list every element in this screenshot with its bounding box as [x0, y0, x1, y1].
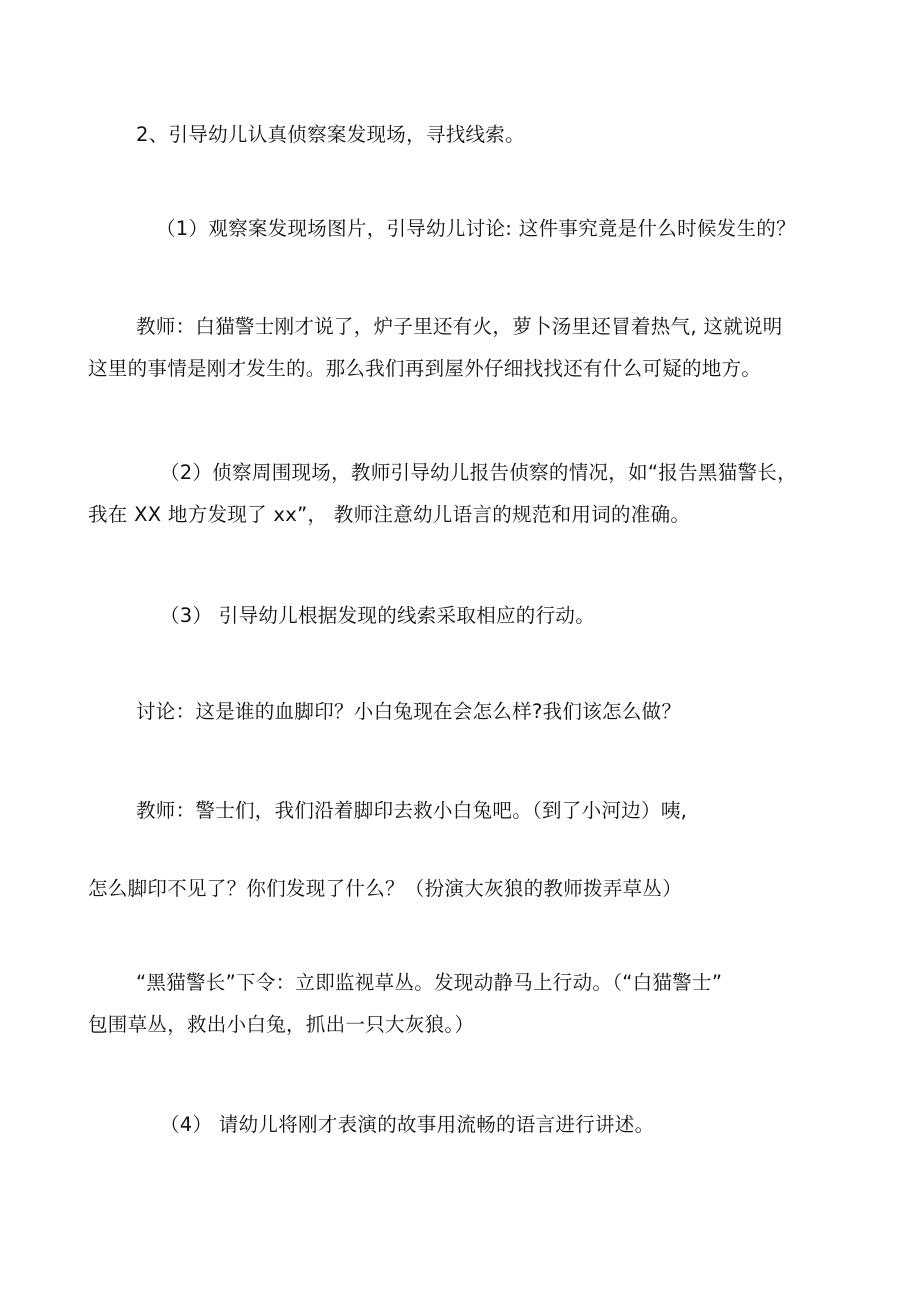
- discussion: [88, 691, 833, 733]
- text-line: 这里的事情是刚才发生的。那么我们再到屋外仔细找找还有什么可疑的地方。: [88, 357, 762, 380]
- text-line: （2）侦察周围现场，教师引导幼儿报告侦察的情况，如“报告黑猫警长，: [160, 461, 797, 484]
- text-line: （1）观察案发现场图片，引导幼儿讨论: 这件事究竟是什么时候发生的？: [156, 217, 796, 240]
- step-1-observe: [88, 208, 833, 250]
- teacher-speech-2: [88, 790, 833, 832]
- footprint-question: [88, 868, 833, 910]
- text-line: 包围草丛，救出小白兔，抓出一只大灰狼。）: [88, 1013, 475, 1036]
- text-line: （4） 请幼儿将刚才表演的故事用流畅的语言进行讲述。: [160, 1113, 655, 1136]
- teacher-speech-1: [88, 306, 833, 390]
- text-line: 教师：警士们，我们沿着脚印去救小白兔吧。（到了小河边）咦,: [136, 799, 688, 822]
- text-line: 怎么脚印不见了？你们发现了什么？（扮演大灰狼的教师拨弄草丛）: [88, 877, 683, 900]
- step-3-action: [88, 595, 833, 637]
- text-line: 我在 XX 地方发现了 xx”， 教师注意幼儿语言的规范和用词的准确。: [88, 503, 691, 526]
- text-line: “黑猫警长”下令：立即监视草丛。发现动静马上行动。（“白猫警士”: [136, 971, 723, 994]
- text-line: （3） 引导幼儿根据发现的线索采取相应的行动。: [160, 604, 596, 627]
- text-line: 2、引导幼儿认真侦察案发现场，寻找线索。: [136, 123, 525, 146]
- step-2-heading: [88, 114, 833, 156]
- text-line: 讨论：这是谁的血脚印？小白兔现在会怎么样?我们该怎么做？: [136, 700, 682, 723]
- chief-order: [88, 962, 833, 1046]
- step-4-retell: [88, 1104, 833, 1146]
- text-line: 教师：白猫警士刚才说了，炉子里还有火，萝卜汤里还冒着热气, 这就说明: [136, 315, 783, 338]
- step-2-investigate: [88, 452, 833, 536]
